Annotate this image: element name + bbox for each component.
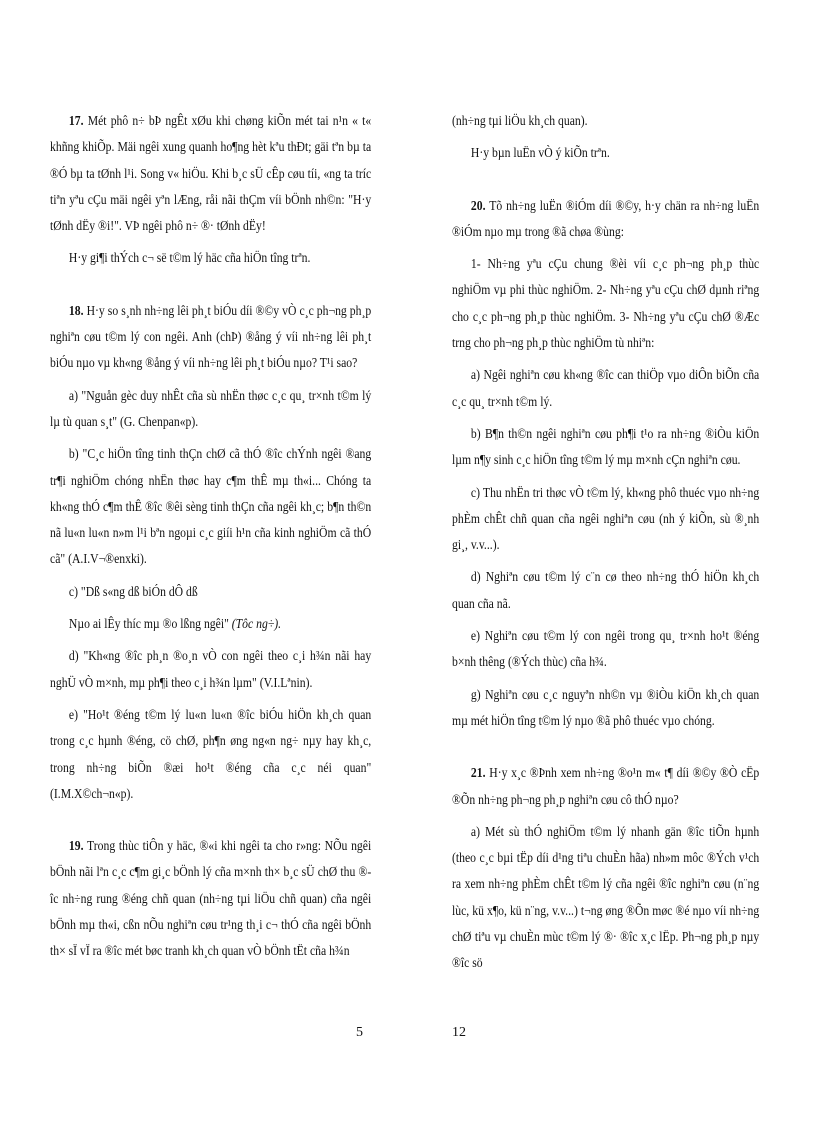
option-a: a) Mét sù thÓ nghiÖm t©m lý nhanh gän ®îc tiÕn hµnh (theo c¸c bµi tËp díi d¹ng tiªu chuÈn hãa) nh»m môc ®Ých v¹ch ra xem nh÷ng phÈm chÊt t©m lý cña ngêi ®îc nghiªn cøu (n¨ng lùc, kü x¶o, kü n¨ng, v.v...) t¬ng øng ®Õn møc ®é nµo víi nh÷ng chØ tiªu vµ chuÈn mùc t©m lý ®· ®îc x¸c lËp. Ph¬ng ph¸p nµy ®îc sö xyxy=(452,823,760,971)
quote-c-line1: c) "Dß s«ng dß biÓn dÔ dß xyxy=(68,583,198,599)
question-number: 18. xyxy=(68,302,84,318)
question-17-ask: H·y gi¶i thÝch c¬ së t©m lý häc cña hiÖn tîng trªn. xyxy=(68,250,311,266)
question-17 xyxy=(50,108,371,239)
left-column xyxy=(50,108,372,971)
option-e: e) Nghiªn cøu t©m lý con ngêi trong qu¸ tr×nh ho¹t ®éng b×nh thêng (®Ých thùc) cña h¾. xyxy=(452,628,760,670)
criteria-list: 1- Nh÷ng yªu cÇu chung ®èi víi c¸c ph¬ng ph¸p thùc nghiÖm vµ phi thùc nghiÖm. 2- Nh÷ng yªu cÇu chØ dµnh riªng cho c¸c ph¬ng ph¸p thùc nghiÖm. 3- Nh÷ng yªu cÇu chØ ®Æc trng cho ph¬ng ph¸p thùc nghiÖm tù nhiªn: xyxy=(452,256,760,351)
option-a: a) Ngêi nghiªn cøu kh«ng ®îc can thiÖp vµo diÔn biÕn cña c¸c qu¸ tr×nh t©m lý. xyxy=(452,367,760,409)
question-21 xyxy=(452,760,759,813)
quote-d: d) "Kh«ng ®îc ph¸n ®o¸n vÒ con ngêi theo c¸i h¾n nãi hay nghÜ vÒ m×nh, mµ ph¶i theo c¸i h¾n lµm" (V.I.Lªnin). xyxy=(50,648,372,690)
quote-b: b) "C¸c hiÖn tîng tinh thÇn chØ cã thÓ ®îc chÝnh ngêi ®ang tr¶i nghiÖm chóng nhËn thøc hay c¶m thÊ mµ th«i... Chóng ta kh«ng thÓ c¶m thÊ ®îc ®êi sèng tinh thÇn cña ngêi kh¸c; b¶n th©n nã lu«n lu«n n»m l¹i bªn ngoµi c¸c giíi h¹n cña kinh nghiÖm cã thÓ cã" (A.I.V¬®enxki). xyxy=(50,446,372,567)
question-19-continued: (nh÷ng tµi liÖu kh¸ch quan). xyxy=(452,113,588,128)
page-number-left: 5 xyxy=(356,1025,363,1040)
option-c: c) Thu nhËn tri thøc vÒ t©m lý, kh«ng phô thuéc vµo nh÷ng phÈm chÊt chñ quan cña ngêi nghiªn cøu (nh ý kiÕn, sù ®¸nh gi¸, v.v...). xyxy=(452,484,760,553)
question-number: 19. xyxy=(68,838,84,854)
question-18 xyxy=(50,298,371,377)
question-number: 21. xyxy=(470,765,486,781)
question-text: H·y so s¸nh nh÷ng lêi ph¸t biÓu díi ®©y vÒ c¸c ph¬ng ph¸p nghiªn cøu t©m lý con ngêi. Anh (chÞ) ®ång ý víi nh÷ng lêi ph¸t biÓu nµo vµ kh«ng ®ång ý víi nh÷ng lêi ph¸t biÓu nµo? T¹i sao? xyxy=(50,302,372,371)
question-19-ask: H·y bµn luËn vÒ ý kiÕn trªn. xyxy=(470,145,610,161)
quote-e: e) "Ho¹t ®éng t©m lý lu«n lu«n ®îc biÓu hiÖn kh¸ch quan trong c¸c hµnh ®éng, cö chØ, ph¶n øng ng«n ng÷ nµy hay kh¸c, trong nh÷ng biÕn ®æi ho¹t ®éng cña c¸c néi quan" (I.M.X©ch¬n«p). xyxy=(50,706,372,801)
question-text: Mét phô n÷ bÞ ngÊt xØu khi chøng kiÕn mét tai n¹n « t« khñng khiÕp. Mäi ngêi xung quanh ho¶ng hèt kªu thÐt; gäi tªn bµ ta ®Ó bµ ta tØnh l¹i. Song v« hiÖu. Khi b¸c sÜ cÊp cøu tíi, «ng ta tríc tiªn yªu cÇu mäi ngêi yªn lÆng, råi nãi thÇm víi bÖnh nh©n: "H·y tØnh dËy ®i!". VÞ ngêi phô n÷ ®· tØnh dËy! xyxy=(50,113,372,234)
question-20 xyxy=(452,193,759,246)
page-number-right: 12 xyxy=(452,1025,466,1040)
quote-text: Nµo ai lÊy thíc mµ ®o lßng ngêi" xyxy=(68,616,229,632)
quote-source: (Tôc ng÷). xyxy=(231,616,282,632)
question-number: 17. xyxy=(68,113,84,128)
question-19 xyxy=(50,833,371,964)
right-column xyxy=(452,108,760,983)
question-text: H·y x¸c ®Þnh xem nh÷ng ®o¹n m« t¶ díi ®©y ®Ò cËp ®Õn nh÷ng ph¬ng ph¸p nghiªn cøu cô thÓ nµo? xyxy=(452,765,760,807)
question-number: 20. xyxy=(470,197,486,213)
quote-c-line2 xyxy=(50,611,371,637)
question-text: Trong thùc tiÔn y häc, ®«i khi ngêi ta cho r»ng: NÕu ngêi bÖnh nãi lªn c¸c c¶m gi¸c bÖnh lý cña m×nh th× b¸c sÜ chØ thu ®îc nh÷ng rung ®éng chñ quan (nh÷ng tµi liÖu chñ quan) cña ngêi bÖnh mµ th«i, cßn nÕu nghiªn cøu tr¹ng th¸i c¬ thÓ cña ngêi bÖnh th× sÏ vÏ ra ®îc mét bøc tranh kh¸ch quan vÒ bÖnh tËt cña h¾n xyxy=(50,838,372,959)
option-b: b) B¶n th©n ngêi nghiªn cøu ph¶i t¹o ra nh÷ng ®iÒu kiÖn lµm n¶y sinh c¸c hiÖn tîng t©m lý mµ m×nh cÇn nghiªn cøu. xyxy=(452,425,760,468)
option-d: d) Nghiªn cøu t©m lý c¨n cø theo nh÷ng thÓ hiÖn kh¸ch quan cña nã. xyxy=(452,569,760,611)
quote-a: a) "Nguån gèc duy nhÊt cña sù nhËn thøc c¸c qu¸ tr×nh t©m lý lµ tù quan s¸t" (G. Chenpan«p). xyxy=(50,387,372,429)
question-text: Tõ nh÷ng luËn ®iÓm díi ®©y, h·y chän ra nh÷ng luËn ®iÓm nµo mµ trong ®ã chøa ®ùng: xyxy=(452,197,760,239)
option-g: g) Nghiªn cøu c¸c nguyªn nh©n vµ ®iÒu kiÖn kh¸ch quan mµ mét hiÖn tîng t©m lý nµo ®ã phô thuéc vµo chóng. xyxy=(452,686,760,728)
